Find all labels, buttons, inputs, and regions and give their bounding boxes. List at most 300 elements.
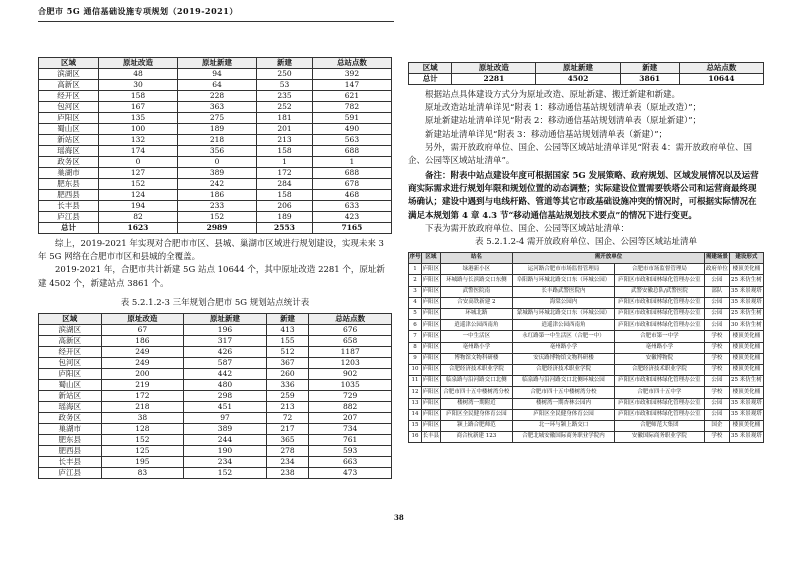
table-cell: 合肥北城安徽国际商务职业学院内 [513, 432, 615, 443]
column-header: 总站点数 [679, 63, 763, 74]
table-row [39, 324, 392, 335]
column-header: 区域 [409, 63, 452, 74]
table-cell: 临泉路与沿河路交口北侧环城公园 [513, 376, 615, 387]
table-cell: 356 [178, 146, 257, 157]
table-cell: 30 [98, 80, 177, 91]
table-cell: 25 米仿生树 [729, 275, 763, 286]
table-cell: 合肥市市场监督管理局 [614, 264, 704, 275]
page-number: 38 [394, 513, 404, 522]
table-row [409, 320, 764, 331]
table-cell: 132 [98, 135, 177, 146]
table-row [39, 146, 392, 157]
table-row [409, 398, 764, 409]
table-row [39, 467, 392, 478]
table-cell: 591 [312, 113, 391, 124]
table-cell: 庐阳区 [421, 275, 440, 286]
table-cell: 782 [312, 102, 391, 113]
table-cell: 127 [98, 168, 177, 179]
table-cell: 284 [257, 179, 313, 190]
table-cell: 庐阳区 [421, 331, 440, 342]
table-cell: 12 [409, 387, 422, 398]
column-header: 需建场景 [704, 253, 729, 264]
table-cell: 楼顶美化桶 [729, 387, 763, 398]
total-cell: 2281 [452, 74, 536, 85]
table-cell: 442 [184, 368, 267, 379]
table-cell: 逍遥津公园西南角 [513, 320, 615, 331]
table-cell: 882 [309, 401, 392, 412]
table-cell: 楼顶美化桶 [729, 364, 763, 375]
table-cell: 庐阳区市政和园林绿化管理办公室 [614, 275, 704, 286]
table-row [39, 456, 392, 467]
table-cell: 经开区 [39, 91, 99, 102]
table-cell: 563 [312, 135, 391, 146]
table-cell: 688 [312, 168, 391, 179]
table-cell: 3 [409, 286, 422, 297]
table-cell: 学校 [704, 342, 729, 353]
table-cell: 一中生活区 [440, 331, 512, 342]
total-cell: 总计 [409, 74, 452, 85]
right-column [408, 62, 764, 443]
table-cell: 186 [178, 190, 257, 201]
table-cell: 高新区 [39, 80, 99, 91]
table-row [39, 401, 392, 412]
column-header: 总站点数 [312, 58, 391, 69]
table-cell: 国企 [704, 420, 729, 431]
table4-caption: 表 5.2.1.2-4 需开放政府单位、国企、公园等区域站址清单 [475, 236, 697, 247]
table-cell: 473 [309, 467, 392, 478]
table-cell: 亳州路小学 [614, 342, 704, 353]
column-header: 新建 [620, 63, 679, 74]
column-header: 原址改造 [98, 58, 177, 69]
table-cell: 巢湖市 [39, 168, 99, 179]
table-cell: 413 [266, 324, 309, 335]
table-cell: 庐阳区 [421, 309, 440, 320]
table-cell: 658 [309, 335, 392, 346]
table-cell: 10 [409, 364, 422, 375]
three-year-plan-table [38, 313, 392, 479]
table-cell: 423 [312, 212, 391, 223]
table-cell: 181 [257, 113, 313, 124]
table-cell: 512 [266, 346, 309, 357]
table-row [39, 102, 392, 113]
table-cell: 67 [101, 324, 184, 335]
table-cell: 庐阳区 [421, 353, 440, 364]
table-cell: 298 [184, 390, 267, 401]
table-row [39, 379, 392, 390]
column-header: 原址改造 [452, 63, 536, 74]
table-cell: 152 [101, 434, 184, 445]
table-cell: 颍上路合肥师范 [440, 420, 512, 431]
column-header: 建设形式 [729, 253, 763, 264]
summary-paragraph: 综上，2019-2021 年实现对合肥市市区、县城、巢湖市区域进行规划建设，实现未来 3 年 5G 网络在合肥市市区和县城的全覆盖。 [38, 239, 384, 263]
table-row [39, 69, 392, 80]
table-cell: 庐阳区全民健身体育公园 [440, 409, 512, 420]
table-row [39, 357, 392, 368]
table-cell: 195 [101, 456, 184, 467]
table-cell: 庐阳区 [421, 286, 440, 297]
table-cell: 包河区 [39, 102, 99, 113]
table-cell: 庐阳区 [39, 368, 102, 379]
table-cell: 公园 [704, 398, 729, 409]
table-cell: 长丰县 [421, 432, 440, 443]
table-cell: 228 [178, 91, 257, 102]
table-cell: 16 [409, 432, 422, 443]
table-cell: 186 [101, 335, 184, 346]
table-cell: 0 [98, 157, 177, 168]
table-cell: 滨湖区 [39, 324, 102, 335]
table-cell: 593 [309, 445, 392, 456]
total-cell: 1623 [98, 223, 177, 234]
table-row [39, 212, 392, 223]
table-cell: 合肥经济技术职业学院 [440, 364, 512, 375]
table-cell: 25 米仿生树 [729, 376, 763, 387]
table-cell: 庐阳区 [421, 264, 440, 275]
table-cell: 48 [98, 69, 177, 80]
table-cell: 庐江县 [39, 212, 99, 223]
table-cell: 389 [178, 168, 257, 179]
table-cell: 庐阳区市政和园林绿化管理办公室 [614, 297, 704, 308]
table-cell: 庐阳区市政和园林绿化管理办公室 [614, 309, 704, 320]
table-cell: 公园 [704, 376, 729, 387]
table-cell: 252 [257, 102, 313, 113]
table-cell: 238 [266, 467, 309, 478]
total-cell: 2989 [178, 223, 257, 234]
table-cell: 480 [184, 379, 267, 390]
table-cell: 217 [266, 423, 309, 434]
table-cell: 14 [409, 409, 422, 420]
table-cell: 阜阳路与环城北路交口东（环城公园） [513, 275, 615, 286]
table-row [409, 331, 764, 342]
table-cell: 278 [266, 445, 309, 456]
table-row [409, 432, 764, 443]
table-cell: 安徽博物院 [614, 353, 704, 364]
total-row [409, 74, 764, 85]
table-cell: 安徽国际商务职业学院 [614, 432, 704, 443]
table-cell: 218 [178, 135, 257, 146]
table-cell: 587 [184, 357, 267, 368]
header-rule [38, 21, 394, 22]
table-cell: 5 [409, 309, 422, 320]
table-cell: 158 [257, 146, 313, 157]
table-cell: 1203 [309, 357, 392, 368]
table-cell: 426 [184, 346, 267, 357]
column-header: 原址新建 [536, 63, 620, 74]
table-cell: 肥东县 [39, 179, 99, 190]
table-cell: 244 [184, 434, 267, 445]
table-cell: 合肥市四十五中楼树湾分校 [440, 387, 512, 398]
table-cell: 庐阳区市政和园林绿化管理办公室 [614, 398, 704, 409]
table-row [39, 113, 392, 124]
table-cell: 环城北路 [440, 309, 512, 320]
table-cell: 楼顶美化桶 [729, 331, 763, 342]
table-cell: 189 [178, 124, 257, 135]
table-cell: 经开区 [39, 346, 102, 357]
table-cell: 亳州路小学 [513, 342, 615, 353]
table-cell: 9 [409, 353, 422, 364]
column-header: 新建 [257, 58, 313, 69]
table-cell: 124 [98, 190, 177, 201]
table-cell: 260 [266, 368, 309, 379]
table-cell: 蒙城路与环城北路交口东（环城公园） [513, 309, 615, 320]
table-cell: 1 [409, 264, 422, 275]
table-cell: 部队 [704, 286, 729, 297]
total-cell: 总计 [39, 223, 99, 234]
table-row [409, 309, 764, 320]
table-cell: 肥西县 [39, 190, 99, 201]
table-cell: 合肥市四十五中学 [614, 387, 704, 398]
table-cell: 389 [184, 423, 267, 434]
table-cell: 633 [312, 201, 391, 212]
table-row [39, 91, 392, 102]
table-row [409, 387, 764, 398]
table-cell: 64 [178, 80, 257, 91]
table-row [39, 390, 392, 401]
table2-caption: 表 5.2.1.2-3 三年规划合肥市 5G 规划站点统计表 [120, 297, 310, 308]
table4-intro: 下表为需开放政府单位、国企、公园等区域站址清单： [425, 223, 630, 234]
appendix2-paragraph: 原址新建站址清单详见“附表 2：移动通信基站规划清单表（原址新建）”； [425, 116, 702, 127]
table-cell: 367 [266, 357, 309, 368]
table-cell: 0 [178, 157, 257, 168]
table-cell: 包河区 [39, 357, 102, 368]
table-cell: 北一环与颍上路交口 [513, 420, 615, 431]
table-cell: 1 [257, 157, 313, 168]
column-header: 区域 [421, 253, 440, 264]
table-cell: 公园 [704, 275, 729, 286]
table-cell: 庐阳区 [421, 387, 440, 398]
table-cell: 滨湖区 [39, 69, 99, 80]
table-cell: 363 [178, 102, 257, 113]
table-cell: 53 [257, 80, 313, 91]
table-cell: 学校 [704, 364, 729, 375]
table-cell: 734 [309, 423, 392, 434]
total-row [39, 223, 392, 234]
table-cell: 庐阳区 [421, 398, 440, 409]
table-cell: 135 [98, 113, 177, 124]
table-cell: 庐阳区 [421, 342, 440, 353]
table-cell: 125 [101, 445, 184, 456]
table-row [39, 80, 392, 91]
table-cell: 275 [178, 113, 257, 124]
table-cell: 绿港新小区 [440, 264, 512, 275]
page-header: 合肥市 5G 通信基础设施专项规划（2019-2021） [38, 6, 238, 16]
total-cell: 3861 [620, 74, 679, 85]
table-cell: 学校 [704, 387, 729, 398]
table-cell: 巢湖市 [39, 423, 102, 434]
table-cell: 庐阳区市政和园林绿化管理办公室 [614, 409, 704, 420]
table-cell: 公园 [704, 309, 729, 320]
table-cell: 678 [312, 179, 391, 190]
table-cell: 35 米景观塔 [729, 398, 763, 409]
table-row [39, 157, 392, 168]
table-cell: 196 [184, 324, 267, 335]
build-method-paragraph: 根据站点具体建设方式分为原址改造、原址新建、搬迁新建和新建。 [425, 90, 681, 100]
table-cell: 38 [101, 412, 184, 423]
table-cell: 128 [101, 423, 184, 434]
column-header: 需开放单位 [513, 253, 705, 264]
table-cell: 663 [309, 456, 392, 467]
table-row [39, 168, 392, 179]
table-cell: 317 [184, 335, 267, 346]
table-cell: 楼树湾一期杏林公园内 [513, 398, 615, 409]
table-cell: 永红路第一中生活区（合肥一中） [513, 331, 615, 342]
table-cell: 6 [409, 320, 422, 331]
table-cell: 运河路合肥市市场监督管理局 [513, 264, 615, 275]
table-cell: 621 [312, 91, 391, 102]
table-cell: 公园 [704, 297, 729, 308]
total-cell: 10644 [679, 74, 763, 85]
column-header: 原址新建 [184, 313, 267, 324]
table-cell: 长丰路武警医院内 [513, 286, 615, 297]
table-cell: 259 [266, 390, 309, 401]
table-cell: 合肥市第一中学 [614, 331, 704, 342]
table-cell: 147 [312, 80, 391, 91]
table-cell: 200 [101, 368, 184, 379]
table-cell: 30 米仿生树 [729, 320, 763, 331]
table-cell: 83 [101, 467, 184, 478]
column-header: 序号 [409, 253, 422, 264]
table-row [409, 342, 764, 353]
table-cell: 海棠公园内 [513, 297, 615, 308]
table-cell: 365 [266, 434, 309, 445]
table-cell: 172 [257, 168, 313, 179]
column-header: 站名 [440, 253, 512, 264]
table-cell: 合肥经济技术职业学院 [513, 364, 615, 375]
table-cell: 政务区 [39, 157, 99, 168]
total-cell: 2553 [257, 223, 313, 234]
table-cell: 博物馆文物科研楼 [440, 353, 512, 364]
table-cell: 190 [184, 445, 267, 456]
table-cell: 194 [98, 201, 177, 212]
column-header: 总站点数 [309, 313, 392, 324]
appendix3-paragraph: 新建站址清单详见“附表 3：移动通信基站规划清单表（新建）”； [425, 129, 668, 140]
table-cell: 152 [98, 179, 177, 190]
appendix4-paragraph: 另外，需开放政府单位、国企、公园等区域站址清单详见“附表 4：需开放政府单位、国企、公园等区域站址清单”。 [408, 142, 752, 166]
table-row [409, 297, 764, 308]
table-cell: 长丰县 [39, 201, 99, 212]
table-cell: 公园 [704, 320, 729, 331]
table-cell: 瑶海区 [39, 146, 99, 157]
table-cell: 新站区 [39, 135, 99, 146]
table-cell: 瑶海区 [39, 401, 102, 412]
table-cell: 庐阳区 [421, 364, 440, 375]
table-cell: 商合杭新建 123 [440, 432, 512, 443]
table-cell: 174 [98, 146, 177, 157]
table-cell: 楼顶美化桶 [729, 353, 763, 364]
table-cell: 25 米仿生树 [729, 309, 763, 320]
table-cell: 213 [266, 401, 309, 412]
table-row [39, 335, 392, 346]
table-cell: 1187 [309, 346, 392, 357]
table-cell: 35 米景观塔 [729, 432, 763, 443]
table-cell: 环城路与长滨路交口东侧 [440, 275, 512, 286]
appendix1-paragraph: 原址改造站址清单详见“附表 1：移动通信基站规划清单表（原址改造）”； [425, 103, 702, 114]
table-cell: 学校 [704, 353, 729, 364]
table-cell: 201 [257, 124, 313, 135]
table-cell: 336 [266, 379, 309, 390]
note-paragraph: 备注：附表中站点建设年度可根据国家 5G 发展策略、政府规划、区域发展情况以及运营商实际需求进行规划年限和规划位置的动态调整；实际建设位置需要铁塔公司和运营商最终现场确认；建设中遇到与电线杆路、管道等其它市政基础设施冲突的情况时，可根据实际情况在满足本规划第 4 章 4.3 节“移动通信基站规划技术要点”的情况下进行变更。 [408, 171, 759, 221]
table-cell: 35 米景观塔 [729, 286, 763, 297]
table-row [39, 124, 392, 135]
table-cell: 100 [98, 124, 177, 135]
table-cell: 肥西县 [39, 445, 102, 456]
total-paragraph: 2019-2021 年，合肥市共计新建 5G 站点 10644 个，其中原址改造 2281 个，原址新建 4502 个，新建站点 3861 个。 [38, 265, 385, 289]
table-cell: 逍遥津公园西南角 [440, 320, 512, 331]
table-cell: 94 [178, 69, 257, 80]
table-row [409, 264, 764, 275]
table-cell: 249 [101, 357, 184, 368]
table-cell: 392 [312, 69, 391, 80]
table-cell: 高新区 [39, 335, 102, 346]
table-row [39, 368, 392, 379]
table-row [409, 376, 764, 387]
table-cell: 158 [257, 190, 313, 201]
table-row [39, 423, 392, 434]
table-cell: 楼树湾一期附近 [440, 398, 512, 409]
table-cell: 82 [98, 212, 177, 223]
table-cell: 亳州路小学 [440, 342, 512, 353]
table-cell: 政务区 [39, 412, 102, 423]
table-cell: 1035 [309, 379, 392, 390]
table-cell: 临泉路与沿河路交口北侧 [440, 376, 512, 387]
table-cell: 15 [409, 420, 422, 431]
table-cell: 庐阳区 [421, 297, 440, 308]
table-cell: 902 [309, 368, 392, 379]
table-cell: 761 [309, 434, 392, 445]
table-cell: 490 [312, 124, 391, 135]
table-cell: 庐阳区 [421, 376, 440, 387]
table-cell: 2 [409, 275, 422, 286]
total-cell: 4502 [536, 74, 620, 85]
table-cell: 218 [101, 401, 184, 412]
table-row [39, 201, 392, 212]
table-cell: 152 [184, 467, 267, 478]
table-cell: 庐阳区 [421, 420, 440, 431]
table-cell: 肥东县 [39, 434, 102, 445]
table-cell: 172 [101, 390, 184, 401]
table-cell: 189 [257, 212, 313, 223]
plan-total-table [408, 62, 764, 85]
table-row [39, 412, 392, 423]
table-cell: 学校 [704, 432, 729, 443]
column-header: 原址新建 [178, 58, 257, 69]
table-row [409, 409, 764, 420]
table-cell: 167 [98, 102, 177, 113]
table-cell: 235 [257, 91, 313, 102]
table-row [39, 445, 392, 456]
table-cell: 8 [409, 342, 422, 353]
table-cell: 250 [257, 69, 313, 80]
column-header: 新建 [266, 313, 309, 324]
table-cell: 35 米景观塔 [729, 409, 763, 420]
table-cell: 合肥师范大集团 [614, 420, 704, 431]
table-cell: 206 [257, 201, 313, 212]
table-cell: 合肥市四十五中楼树湾分校 [513, 387, 615, 398]
table-cell: 庐江县 [39, 467, 102, 478]
table-cell: 长丰县 [39, 456, 102, 467]
table-cell: 庐阳区全民健身体育公园 [513, 409, 615, 420]
table-cell: 学校 [704, 331, 729, 342]
table-cell: 安庆路博物馆文物科研楼 [513, 353, 615, 364]
open-site-list-table [408, 252, 764, 443]
table-cell: 武警安徽总队/武警医院 [614, 286, 704, 297]
table-cell: 11 [409, 376, 422, 387]
table-cell: 158 [98, 91, 177, 102]
district-site-table [38, 57, 392, 234]
table-cell: 庐阳区市政和园林绿化管理办公室 [614, 376, 704, 387]
table-cell: 468 [312, 190, 391, 201]
table-cell: 13 [409, 398, 422, 409]
table-cell: 97 [184, 412, 267, 423]
